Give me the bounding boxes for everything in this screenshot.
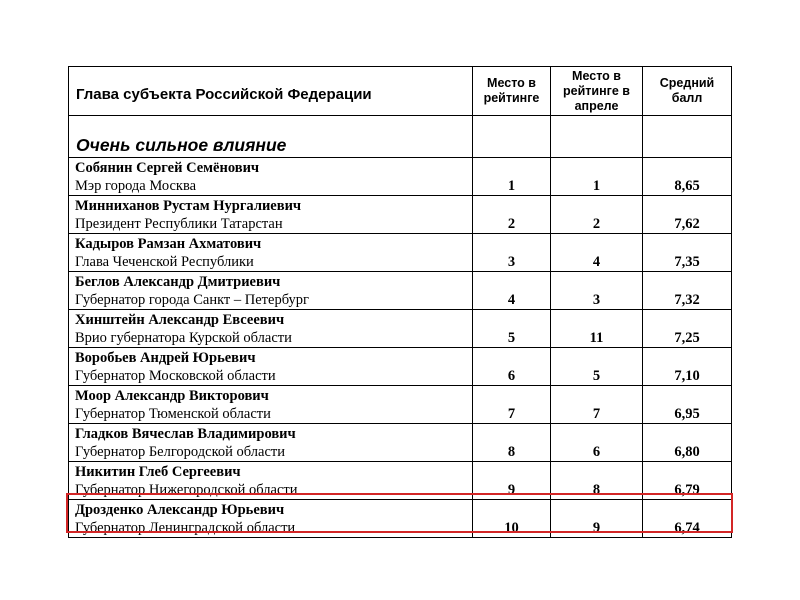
april-rank-cell: 1 bbox=[551, 158, 643, 196]
table-row bbox=[69, 196, 732, 234]
score-cell: 6,95 bbox=[643, 386, 732, 424]
april-rank-cell: 6 bbox=[551, 424, 643, 462]
person-title: Губернатор города Санкт – Петербург bbox=[75, 292, 309, 308]
person-title: Губернатор Белгородской области bbox=[75, 444, 285, 460]
person-cell bbox=[69, 196, 473, 234]
section-title: Очень сильное влияние bbox=[69, 116, 473, 158]
person-cell bbox=[69, 424, 473, 462]
rating-table bbox=[68, 66, 732, 538]
person-cell bbox=[69, 272, 473, 310]
person-cell bbox=[69, 386, 473, 424]
rank-cell: 8 bbox=[473, 424, 551, 462]
person-cell bbox=[69, 310, 473, 348]
section-empty-cell bbox=[551, 116, 643, 158]
person-name: Воробьев Андрей Юрьевич bbox=[75, 350, 256, 366]
table-row bbox=[69, 424, 732, 462]
table-row bbox=[69, 462, 732, 500]
person-cell bbox=[69, 234, 473, 272]
table-row bbox=[69, 234, 732, 272]
person-title: Губернатор Московской области bbox=[75, 368, 276, 384]
person-name: Никитин Глеб Сергеевич bbox=[75, 464, 241, 480]
score-cell: 7,35 bbox=[643, 234, 732, 272]
table-row bbox=[69, 272, 732, 310]
section-empty-cell bbox=[473, 116, 551, 158]
april-rank-cell: 3 bbox=[551, 272, 643, 310]
april-rank-cell: 2 bbox=[551, 196, 643, 234]
rank-cell: 4 bbox=[473, 272, 551, 310]
april-rank-cell: 4 bbox=[551, 234, 643, 272]
person-name: Гладков Вячеслав Владимирович bbox=[75, 426, 296, 442]
header-april: Место в рейтинге в апреле bbox=[551, 67, 643, 116]
score-cell: 6,74 bbox=[643, 500, 732, 538]
rank-cell: 7 bbox=[473, 386, 551, 424]
person-cell bbox=[69, 158, 473, 196]
april-rank-cell: 8 bbox=[551, 462, 643, 500]
person-title: Губернатор Тюменской области bbox=[75, 406, 271, 422]
score-cell: 7,32 bbox=[643, 272, 732, 310]
person-cell bbox=[69, 348, 473, 386]
header-score: Средний балл bbox=[643, 67, 732, 116]
rank-cell: 5 bbox=[473, 310, 551, 348]
header-rank: Место в рейтинге bbox=[473, 67, 551, 116]
person-name: Кадыров Рамзан Ахматович bbox=[75, 236, 262, 252]
score-cell: 7,62 bbox=[643, 196, 732, 234]
person-title: Глава Чеченской Республики bbox=[75, 254, 254, 270]
rank-cell: 9 bbox=[473, 462, 551, 500]
score-cell: 7,10 bbox=[643, 348, 732, 386]
table-row bbox=[69, 158, 732, 196]
table-row bbox=[69, 310, 732, 348]
person-name: Моор Александр Викторович bbox=[75, 388, 269, 404]
april-rank-cell: 7 bbox=[551, 386, 643, 424]
score-cell: 6,80 bbox=[643, 424, 732, 462]
april-rank-cell: 9 bbox=[551, 500, 643, 538]
april-rank-cell: 11 bbox=[551, 310, 643, 348]
person-name: Беглов Александр Дмитриевич bbox=[75, 274, 281, 290]
rank-cell: 2 bbox=[473, 196, 551, 234]
person-name: Собянин Сергей Семёнович bbox=[75, 160, 260, 176]
header-name: Глава субъекта Российской Федерации bbox=[69, 67, 473, 116]
april-rank-cell: 5 bbox=[551, 348, 643, 386]
person-title: Губернатор Нижегородской области bbox=[75, 482, 298, 498]
header-row bbox=[69, 67, 732, 116]
rank-cell: 6 bbox=[473, 348, 551, 386]
score-cell: 6,79 bbox=[643, 462, 732, 500]
table-row bbox=[69, 500, 732, 538]
person-cell bbox=[69, 500, 473, 538]
table-body bbox=[69, 158, 732, 538]
rank-cell: 3 bbox=[473, 234, 551, 272]
table-row bbox=[69, 386, 732, 424]
person-name: Хинштейн Александр Евсеевич bbox=[75, 312, 285, 328]
person-title: Мэр города Москва bbox=[75, 178, 197, 194]
table-row bbox=[69, 348, 732, 386]
section-empty-cell bbox=[643, 116, 732, 158]
person-name: Дрозденко Александр Юрьевич bbox=[75, 502, 285, 518]
section-row bbox=[69, 116, 732, 158]
rank-cell: 1 bbox=[473, 158, 551, 196]
rank-cell: 10 bbox=[473, 500, 551, 538]
person-title: Губернатор Ленинградской области bbox=[75, 520, 296, 536]
person-cell bbox=[69, 462, 473, 500]
person-title: Врио губернатора Курской области bbox=[75, 330, 292, 346]
person-name: Минниханов Рустам Нургалиевич bbox=[75, 198, 302, 214]
person-title: Президент Республики Татарстан bbox=[75, 216, 283, 232]
score-cell: 7,25 bbox=[643, 310, 732, 348]
score-cell: 8,65 bbox=[643, 158, 732, 196]
